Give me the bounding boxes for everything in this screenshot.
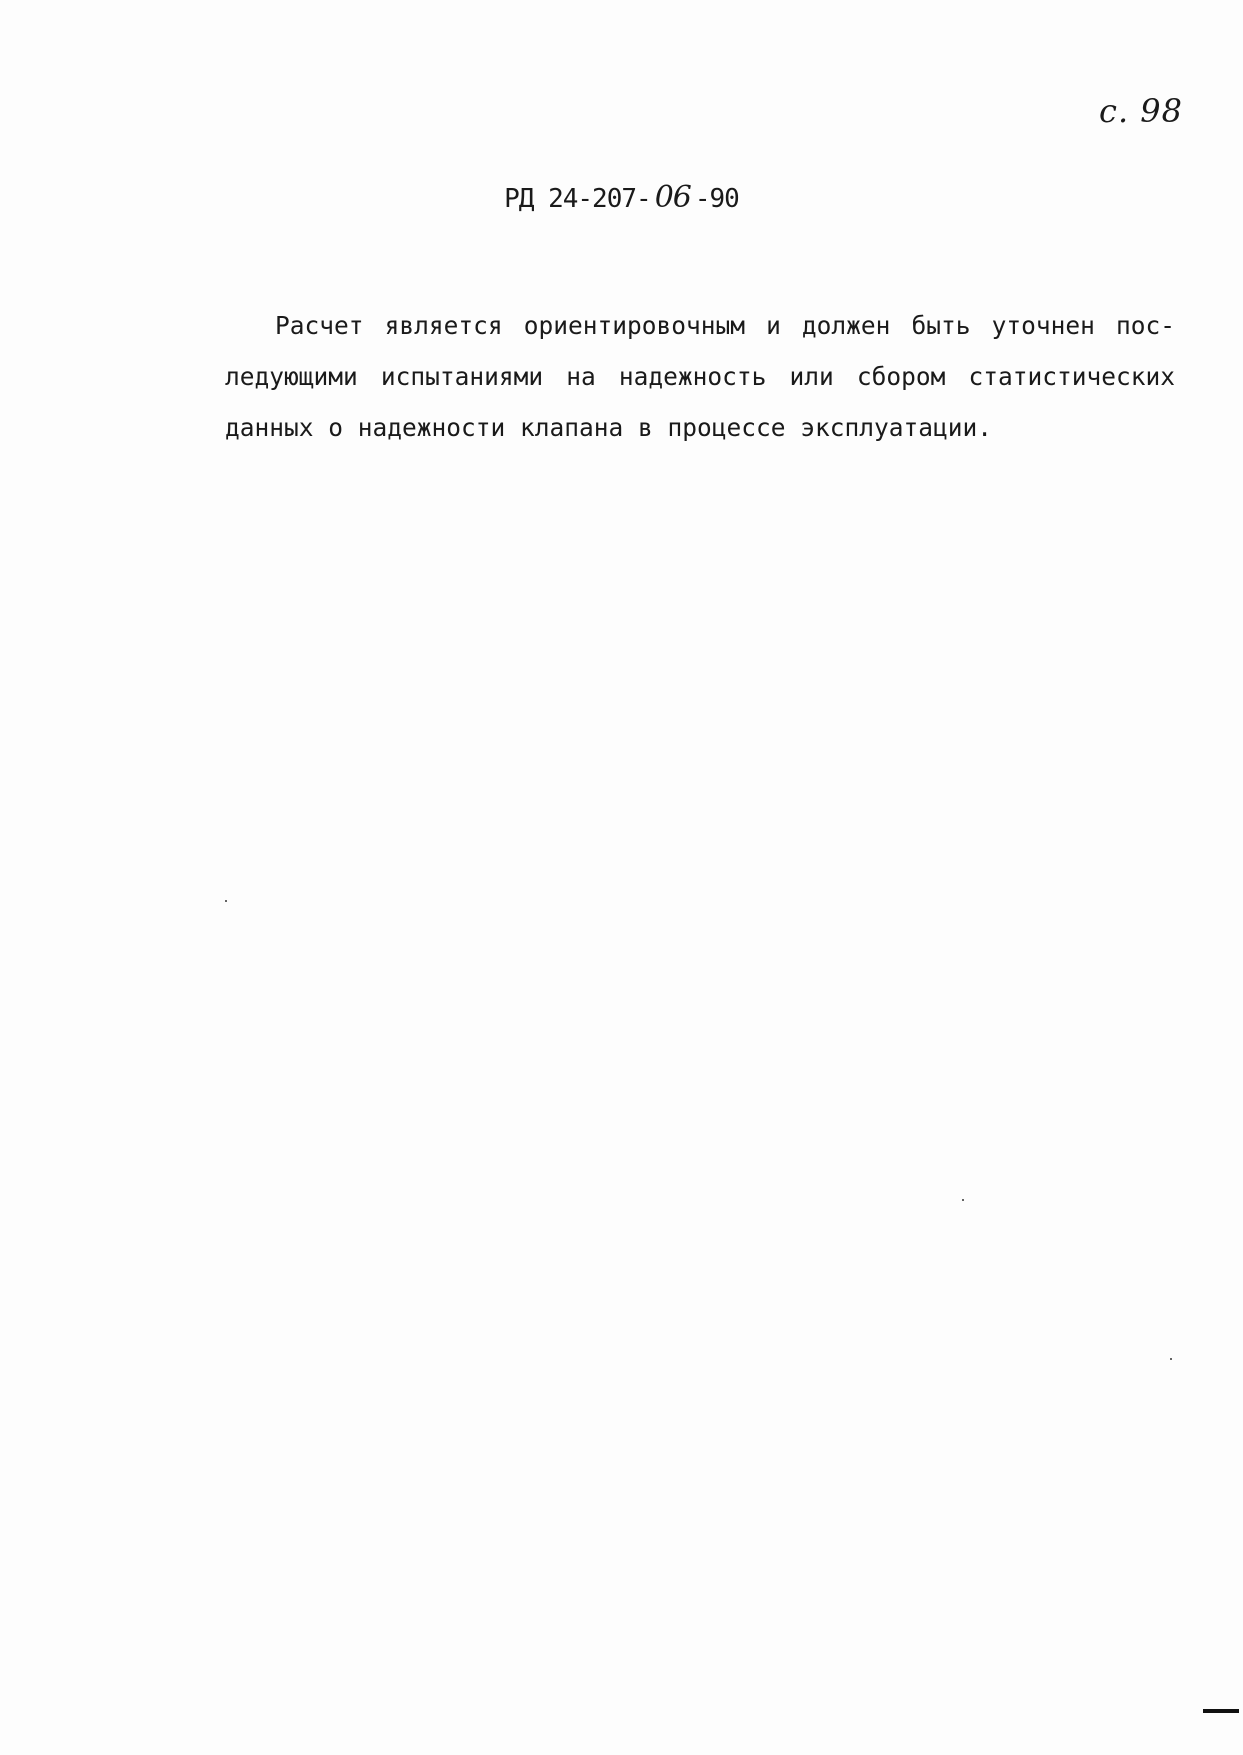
scan-speck bbox=[962, 1199, 964, 1201]
paragraph-line-3: данных о надежности клапана в процессе эксплуатации. bbox=[225, 413, 993, 442]
document-code-header bbox=[0, 180, 1243, 215]
document-code-handwritten: 06 bbox=[654, 180, 691, 215]
scan-edge-mark bbox=[1203, 1709, 1239, 1713]
page-number: с. 98 bbox=[1099, 92, 1183, 130]
body-paragraph bbox=[225, 300, 1175, 453]
paragraph-line-1: Расчет является ориентировочным и должен быть уточнен пос- bbox=[275, 311, 1175, 340]
document-code-prefix: РД 24-207- bbox=[504, 184, 651, 214]
scan-speck bbox=[1170, 1358, 1172, 1360]
scan-speck bbox=[225, 900, 227, 902]
paragraph-line-2: ледующими испытаниями на надежность или сбором статистических bbox=[225, 362, 1175, 391]
document-code-suffix: -90 bbox=[694, 184, 739, 214]
